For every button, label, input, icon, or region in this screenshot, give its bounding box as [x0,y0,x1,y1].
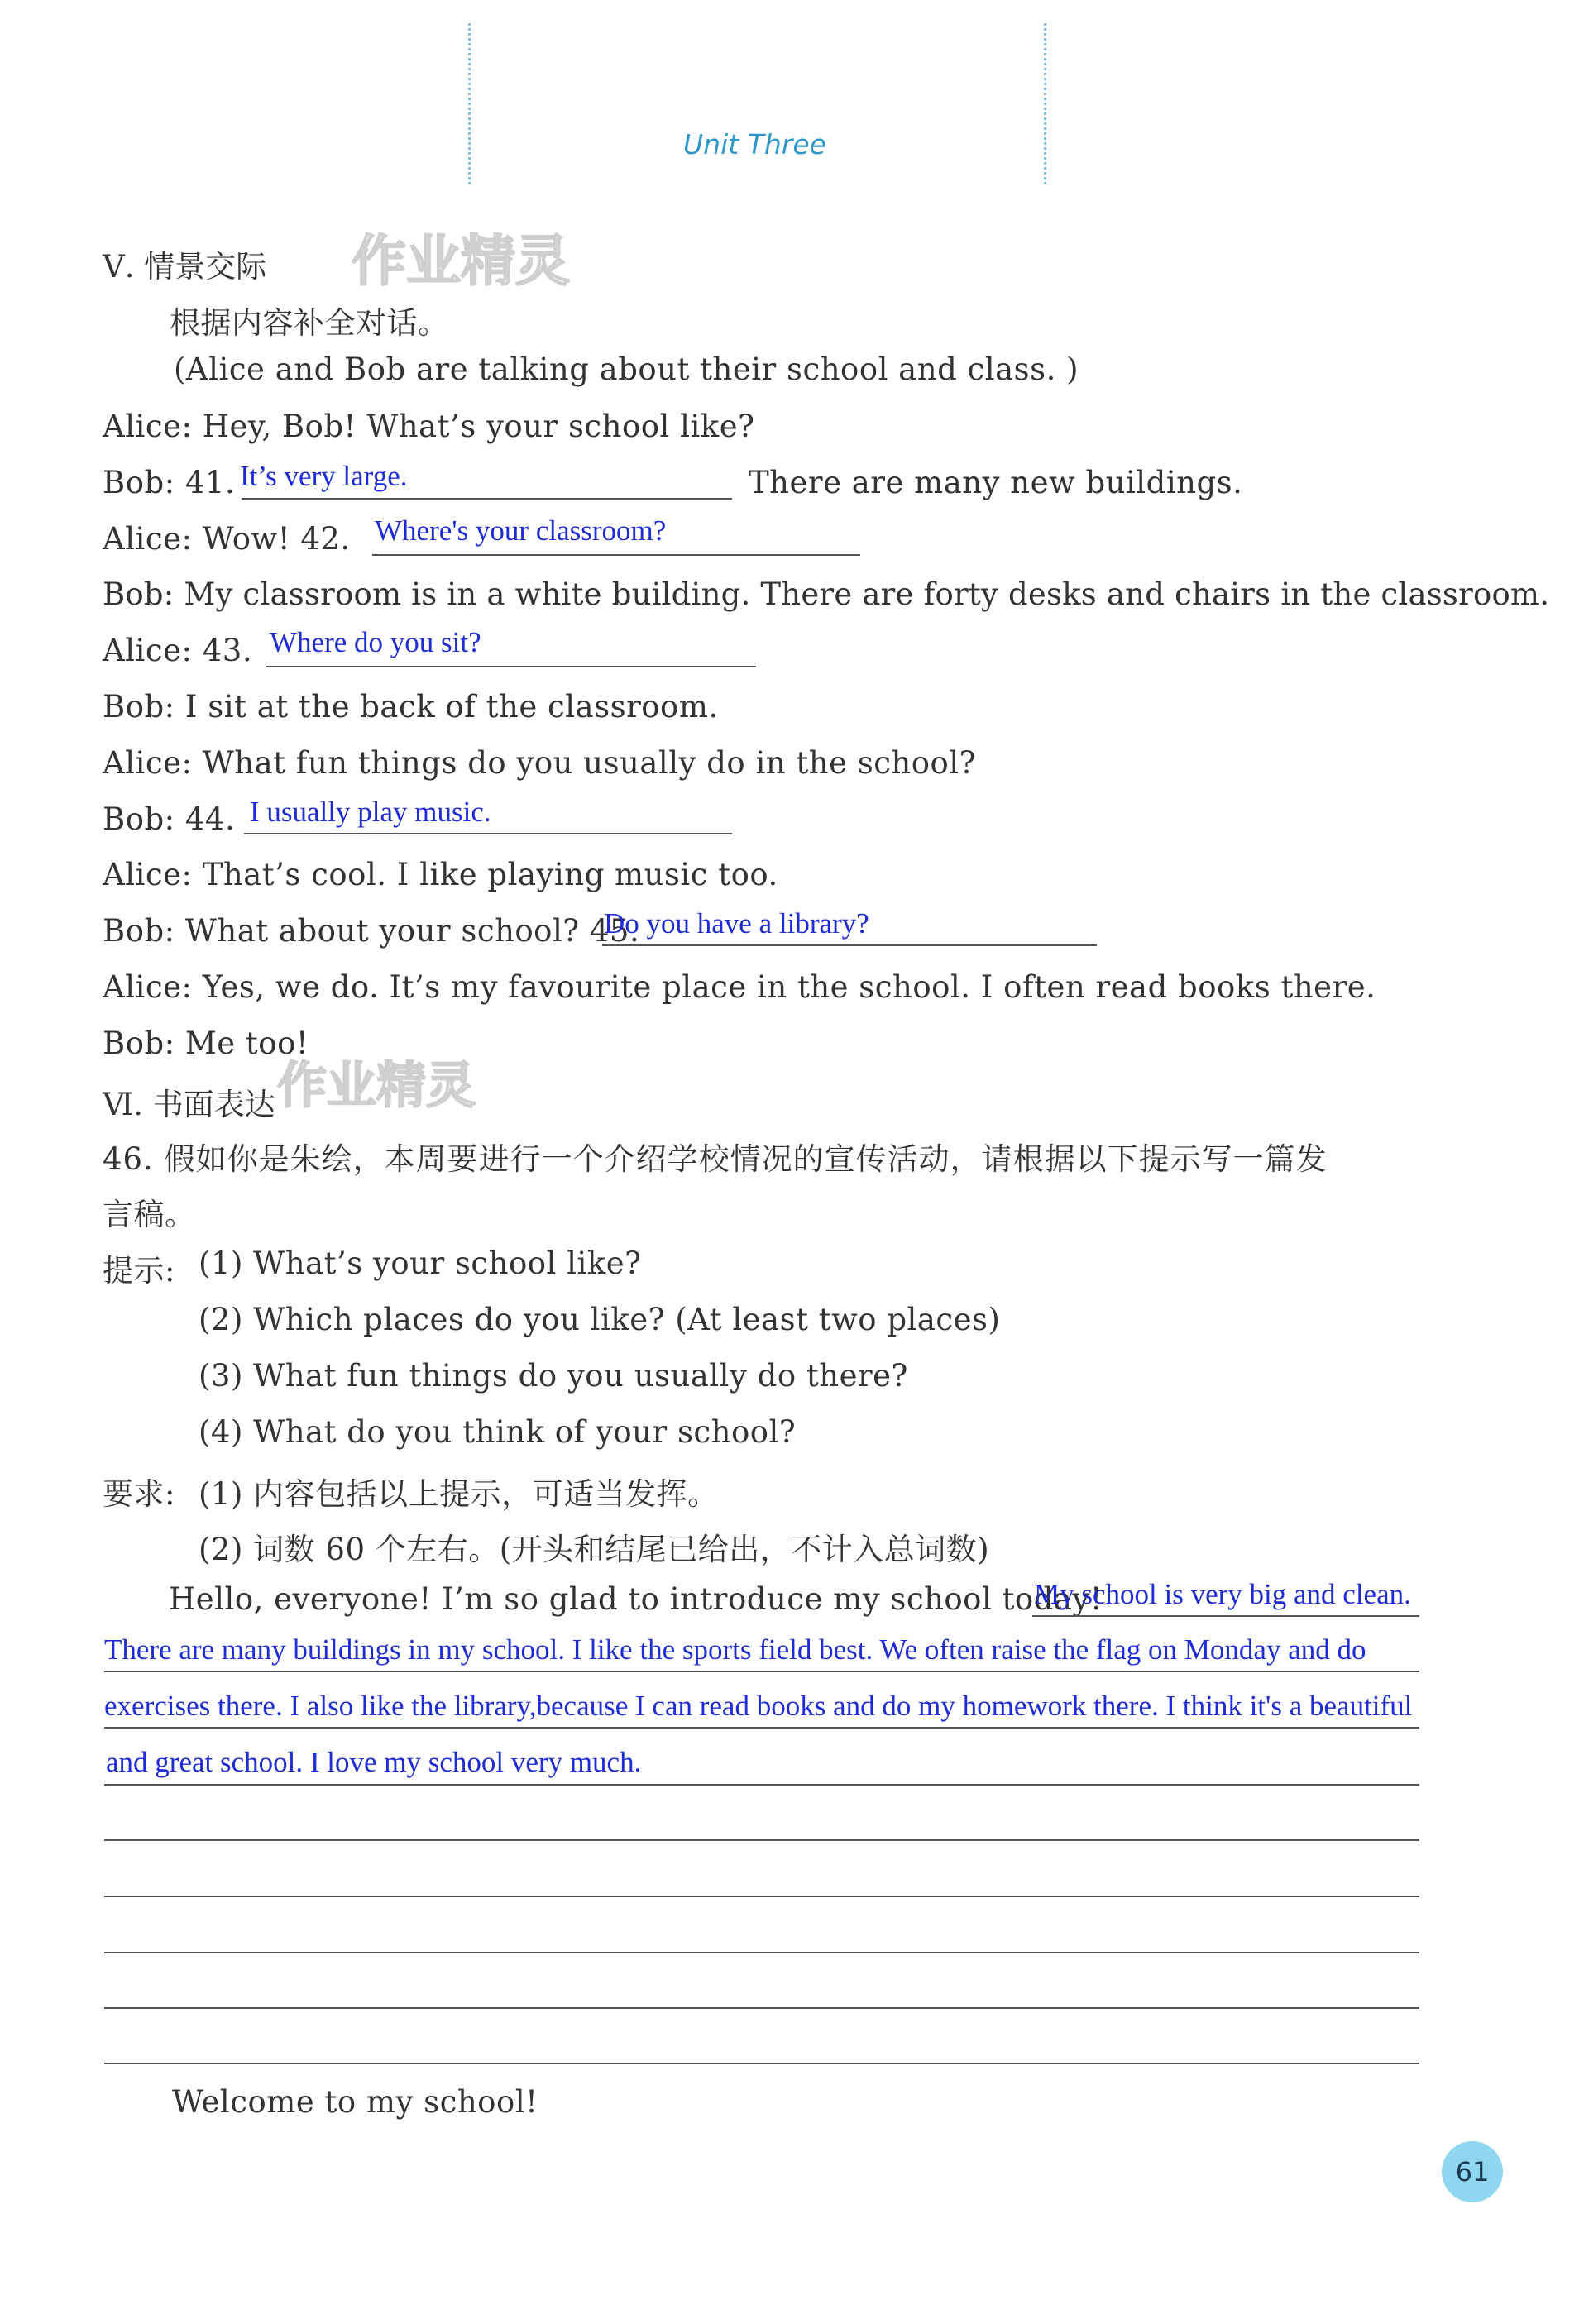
answer-41: It’s very large. [240,460,408,492]
answer-44: I usually play music. [250,796,491,828]
answer-42-blank [372,554,860,556]
answer-45-blank [602,944,1097,946]
hint-1: (1) What’s your school like? [199,1246,642,1281]
dialogue-line-43-prefix: Alice: 43. [103,633,253,668]
question-46-line-1: 46. 假如你是朱绘，本周要进行一个介绍学校情况的宣传活动，请根据以下提示写一篇发 [103,1141,1328,1177]
essay-line-3: exercises there. I also like the library,because I can read books and do my homework there. I think it's a beautiful [104,1690,1413,1722]
essay-rule-5 [104,1839,1419,1841]
dialogue-line-1: Alice: Hey, Bob! What’s your school like? [103,409,755,444]
section5-heading: Ⅴ. 情景交际 [103,249,267,285]
dialogue-line-12: Bob: Me too! [103,1026,309,1061]
essay-rule-9 [104,2063,1419,2064]
section5-context: (Alice and Bob are talking about their school and class. ) [174,351,1079,387]
answer-44-blank [244,833,732,834]
essay-rule-7 [104,1952,1419,1953]
hint-label: 提示: [103,1253,175,1289]
answer-42: Where's your classroom? [375,514,667,547]
watermark-mid: 作业精灵 [277,1057,476,1115]
essay-rule-2 [104,1671,1419,1672]
dialogue-line-4: Bob: My classroom is in a white building. There are forty desks and chairs in the classroom. [103,576,1550,612]
essay-line-1: My school is very big and clean. [1034,1578,1411,1610]
essay-rule-1 [1032,1615,1419,1617]
requirement-2: (2) 词数 60 个左右。(开头和结尾已给出，不计入总词数) [199,1532,990,1567]
essay-line-4: and great school. I love my school very much. [106,1746,642,1778]
dialogue-line-41-prefix: Bob: 41. [103,465,236,500]
dialogue-line-42-prefix: Alice: Wow! 42. [103,521,351,557]
answer-45: Do you have a library? [604,907,869,940]
dialogue-line-7: Alice: What fun things do you usually do in the school? [103,745,976,781]
answer-43-blank [266,666,756,667]
essay-rule-6 [104,1896,1419,1897]
essay-rule-8 [104,2007,1419,2009]
hint-3: (3) What fun things do you usually do there? [199,1358,908,1394]
dialogue-line-11: Alice: Yes, we do. It’s my favourite place in the school. I often read books there. [103,969,1376,1005]
section6-heading: Ⅵ. 书面表达 [103,1087,275,1122]
dialogue-line-9: Alice: That’s cool. I like playing music too. [103,857,778,892]
essay-opening: Hello, everyone! I’m so glad to introduce my school today! [169,1581,1103,1617]
requirement-label: 要求: [103,1476,175,1512]
answer-43: Where do you sit? [270,626,481,658]
hint-4: (4) What do you think of your school? [199,1414,797,1450]
essay-line-2: There are many buildings in my school. I like the sports field best. We often raise the flag on Monday and do [104,1633,1366,1666]
essay-rule-3 [104,1727,1419,1729]
unit-title: Unit Three [683,128,826,160]
requirement-1: (1) 内容包括以上提示，可适当发挥。 [199,1476,719,1512]
hint-2: (2) Which places do you like? (At least two places) [199,1302,1001,1337]
dialogue-line-41-suffix: There are many new buildings. [749,465,1243,500]
dialogue-line-45-prefix: Bob: What about your school? 45. [103,913,640,949]
dialogue-line-44-prefix: Bob: 44. [103,801,236,837]
essay-rule-4 [104,1784,1419,1786]
dialogue-line-6: Bob: I sit at the back of the classroom. [103,689,719,724]
question-46-line-2: 言稿。 [103,1197,196,1232]
section5-instruction: 根据内容补全对话。 [170,305,449,341]
essay-closing: Welcome to my school! [172,2084,538,2120]
watermark-top: 作业精灵 [352,229,570,293]
page-number: 61 [1442,2141,1503,2202]
answer-41-blank [242,498,732,500]
